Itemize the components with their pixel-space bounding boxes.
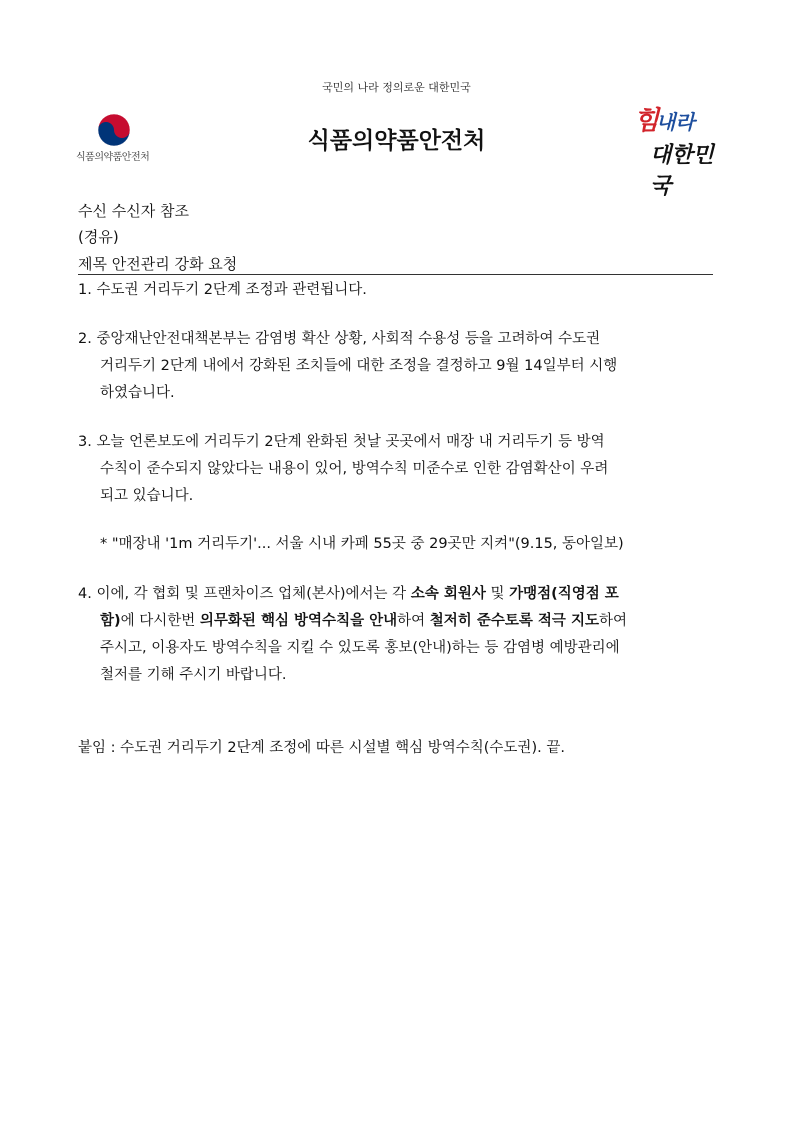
- emphasis-guidance: 의무화된 핵심 방역수칙을 안내: [199, 613, 398, 629]
- paragraph-2: [78, 326, 718, 407]
- paragraph-2-line-2: 거리두기 2단계 내에서 강화된 조치들에 대한 조정을 결정하고 9월 14일부터 시행: [100, 358, 618, 374]
- paragraph-3: [78, 429, 718, 510]
- logo-text: 식품의약품안전처: [76, 152, 150, 163]
- recipient-line: 수신 수신자 참조: [78, 202, 189, 220]
- paragraph-4: [78, 581, 718, 689]
- news-note: * "매장내 '1m 거리두기'... 서울 시내 카페 55곳 중 29곳만 지켜"(9.15, 동아일보): [100, 536, 624, 552]
- attachment-line: 붙임 : 수도권 거리두기 2단계 조정에 따른 시설별 핵심 방역수칙(수도권). 끝.: [78, 740, 565, 756]
- via-line: (경유): [78, 228, 119, 246]
- paragraph-4-line-1: 4. 이에, 각 협회 및 프랜차이즈 업체(본사)에서는 각 소속 회원사 및 가맹점(직영점 포: [78, 586, 619, 602]
- emphasis-member: 소속 회원사: [410, 586, 486, 602]
- slogan: 국민의 나라 정의로운 대한민국: [322, 81, 471, 94]
- calligraphy-logo: 힘 내라 대한민국: [634, 106, 714, 199]
- paragraph-4-line-4: 철저를 기해 주시기 바랍니다.: [100, 667, 287, 683]
- paragraph-1: [78, 277, 718, 304]
- paragraph-3-line-1: 3. 오늘 언론보도에 거리두기 2단계 완화된 첫날 곳곳에서 매장 내 거리두기 등 방역: [78, 434, 605, 450]
- paragraph-2-line-1: 2. 중앙재난안전대책본부는 감염병 확산 상황, 사회적 수용성 등을 고려하여 수도권: [78, 331, 601, 347]
- paragraph-2-line-3: 하였습니다.: [100, 385, 175, 401]
- paragraph-3-line-2: 수칙이 준수되지 않았다는 내용이 있어, 방역수칙 미준수로 인한 감염확산이 우려: [100, 461, 609, 477]
- paragraph-4-line-2: 함)에 다시한번 의무화된 핵심 방역수칙을 안내하여 철저히 준수토록 적극 지도하여: [100, 613, 628, 629]
- paragraph-4-line-3: 주시고, 이용자도 방역수칙을 지킬 수 있도록 홍보(안내)하는 등 감염병 예방관리에: [100, 640, 620, 656]
- agency-title: 식품의약품안전처: [307, 128, 486, 154]
- paragraph-1-text: 1. 수도권 거리두기 2단계 조정과 관련됩니다.: [78, 282, 367, 298]
- subject-line: 제목 안전관리 강화 요청: [78, 255, 238, 273]
- paragraph-3-line-3: 되고 있습니다.: [100, 488, 194, 504]
- header-divider: [78, 274, 713, 275]
- emphasis-franchise: 가맹점(직영점 포: [509, 586, 619, 602]
- emphasis-compliance: 철저히 준수토록 적극 지도: [429, 613, 599, 629]
